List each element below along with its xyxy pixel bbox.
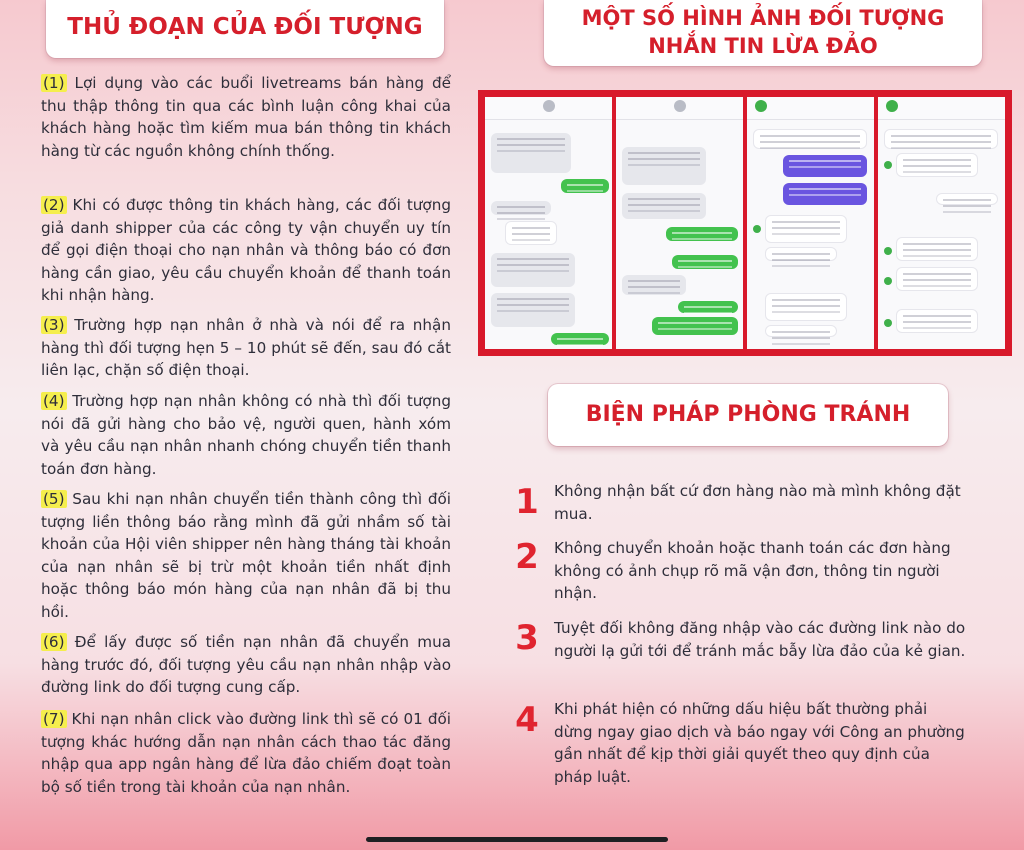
phone-screenshot — [878, 97, 1005, 349]
tactic-item — [41, 72, 451, 162]
tactics-title: THỦ ĐOẠN CỦA ĐỐI TƯỢNG — [46, 0, 444, 58]
measure-number: 1 — [515, 482, 539, 522]
measure-text: Khi phát hiện có những dấu hiệu bất thường phải dừng ngay giao dịch và báo ngay với Công an phường gần nhất để kịp thời giải quyết theo quy định của pháp luật. — [554, 700, 965, 786]
tactic-text: Khi nạn nhân click vào đường link thì sẽ có 01 đối tượng khác hướng dẫn nạn nhân cách thao tác đăng nhập qua app ngân hàng để lừa đảo chiếm đoạt toàn bộ số tiền trong tài khoản của nạn nhân. — [41, 710, 451, 796]
tactic-item — [41, 631, 451, 699]
prevention-title: BIỆN PHÁP PHÒNG TRÁNH — [548, 384, 948, 446]
phone-screenshot — [616, 97, 743, 349]
tactic-number: (7) — [43, 710, 65, 728]
measure-number: 3 — [515, 618, 539, 658]
measure-text: Không chuyển khoản hoặc thanh toán các đơn hàng không có ảnh chụp rõ mã vận đơn, thông tin người nhận. — [554, 539, 951, 602]
measure-text: Tuyệt đối không đăng nhập vào các đường link nào do người lạ gửi tới để tránh mắc bẫy lừa đảo của kẻ gian. — [554, 619, 966, 660]
tactic-text: Sau khi nạn nhân chuyển tiền thành công thì đối tượng liền thông báo rằng mình đã gửi nhầm số tài khoản của Hội viên shipper nên hàng tháng tài khoản của nạn nhân sẽ bị trừ một khoản tiền nhất định hoặc thông báo món hàng của nạn nhân đã bị thu hồi. — [41, 490, 451, 621]
images-title-line1: MỘT SỐ HÌNH ẢNH ĐỐI TƯỢNG — [581, 6, 945, 30]
images-title-line2: NHẮN TIN LỪA ĐẢO — [648, 34, 878, 58]
tactic-number: (4) — [43, 392, 65, 410]
home-indicator[interactable] — [366, 837, 668, 842]
scam-message-screenshots — [478, 90, 1012, 356]
phone-screenshot — [485, 97, 612, 349]
tactic-number: (1) — [43, 74, 65, 92]
tactic-text: Khi có được thông tin khách hàng, các đối tượng giả danh shipper của các công ty vận chuyển uy tín để gọi điện thoại cho nạn nhân và thông báo có đơn hàng cần giao, yêu cầu chuyển khoản để thanh toán khi nhận hàng. — [41, 196, 451, 304]
tactic-text: Trường hợp nạn nhân ở nhà và nói để ra nhận hàng thì đối tượng hẹn 5 – 10 phút sẽ đến, sau đó cắt liên lạc, chặn số điện thoại. — [41, 316, 451, 379]
measure-number: 4 — [515, 700, 539, 740]
images-title — [544, 0, 982, 66]
tactic-text: Trường hợp nạn nhân không có nhà thì đối tượng nói đã gửi hàng cho bảo vệ, người quen, hành xóm và yêu cầu nạn nhân nhanh chóng chuyển tiền thanh toán đơn hàng. — [41, 392, 451, 478]
tactic-item — [41, 194, 451, 307]
tactic-text: Để lấy được số tiền nạn nhân đã chuyển mua hàng trước đó, đối tượng yêu cầu nạn nhân nhập vào đường link do đối tượng cung cấp. — [41, 633, 451, 696]
measure-text: Không nhận bất cứ đơn hàng nào mà mình không đặt mua. — [554, 482, 961, 523]
tactic-item — [41, 390, 451, 480]
tactic-number: (5) — [43, 490, 65, 508]
tactic-item — [41, 708, 451, 798]
tactic-text: Lợi dụng vào các buổi livetreams bán hàng để thu thập thông tin qua các bình luận công khai của khách hàng hoặc tìm kiếm mua bán thông tin khách hàng từ các nguồn không chính thống. — [41, 74, 451, 160]
tactic-item — [41, 314, 451, 382]
phone-screenshot — [747, 97, 874, 349]
tactic-number: (6) — [43, 633, 65, 651]
tactic-number: (3) — [43, 316, 65, 334]
measure-number: 2 — [515, 537, 539, 577]
tactic-number: (2) — [43, 196, 65, 214]
tactic-item — [41, 488, 451, 623]
